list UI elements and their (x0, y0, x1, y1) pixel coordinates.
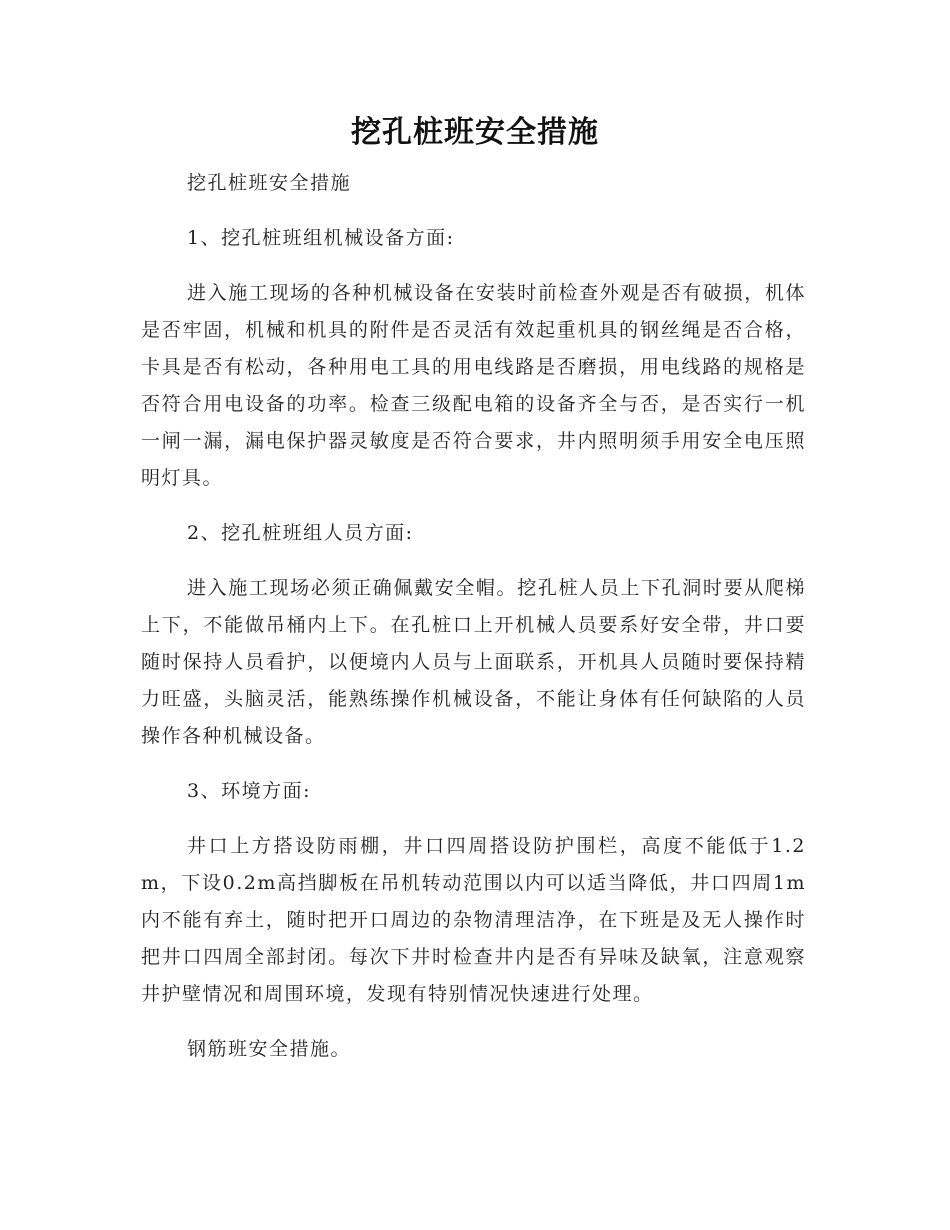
section-heading-personnel: 2、挖孔桩班组人员方面: (187, 522, 414, 544)
subtitle-paragraph: 挖孔桩班安全措施 (187, 172, 352, 194)
document-title: 挖孔桩班安全措施 (351, 115, 599, 150)
paragraph-machinery: 进入施工现场的各种机械设备在安装时前检查外观是否有破损，机体是否牢固，机械和机具的附件是否灵活有效起重机具的钢丝绳是否合格，卡具是否有松动，各种用电工具的用电线路是否磨损，用电线路的规格是否符合用电设备的功率。检查三级配电箱的设备齐全与否，是否实行一机一闸一漏，漏电保护器灵敏度是否符合要求，井内照明须手用安全电压照明灯具。 (141, 282, 806, 489)
paragraph-environment: 井口上方搭设防雨棚，井口四周搭设防护围栏，高度不能低于1.2m，下设0.2m高挡脚板在吊机转动范围以内可以适当降低，井口四周1m内不能有弃土，随时把开口周边的杂物清理洁净，在下班是及无人操作时把井口四周全部封闭。每次下井时检查井内是否有异味及缺氧，注意观察井护壁情况和周围环境，发现有特别情况快速进行处理。 (141, 835, 806, 1005)
paragraph-personnel: 进入施工现场必须正确佩戴安全帽。挖孔桩人员上下孔洞时要从爬梯上下，不能做吊桶内上下。在孔桩口上开机械人员要系好安全带，井口要随时保持人员看护，以便境内人员与上面联系，开机具人员随时要保持精力旺盛，头脑灵活，能熟练操作机械设备，不能让身体有任何缺陷的人员操作各种机械设备。 (141, 577, 806, 747)
document-body (141, 165, 806, 1086)
section-heading-rebar: 钢筋班安全措施。 (187, 1038, 352, 1060)
section-heading-machinery: 1、挖孔桩班组机械设备方面: (187, 227, 455, 249)
section-heading-environment: 3、环境方面: (187, 780, 311, 802)
